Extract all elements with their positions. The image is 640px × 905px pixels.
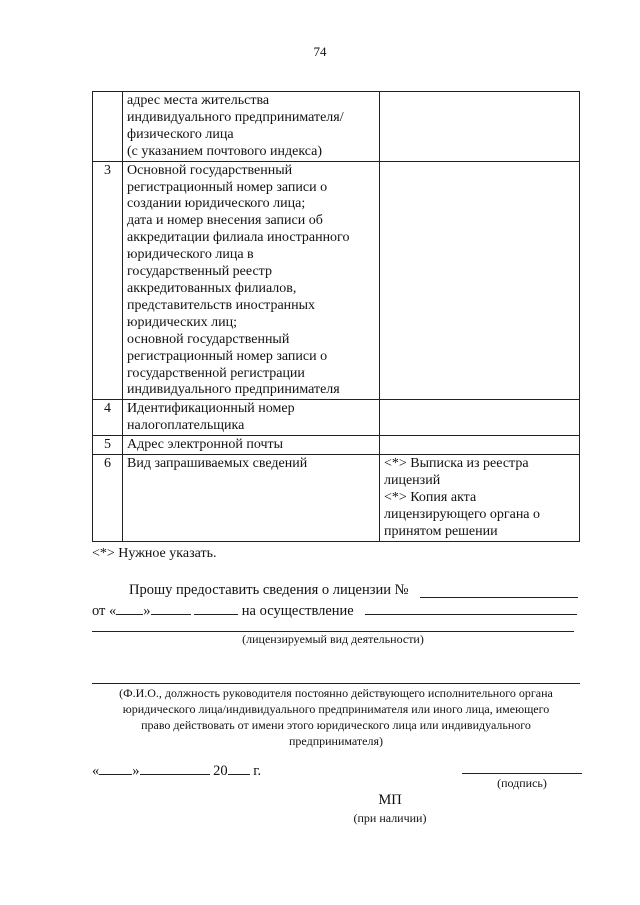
license-request-text: Прошу предоставить сведения о лицензии № [129,582,409,598]
row-value-option[interactable]: лицензий [384,472,441,488]
row-label-line: Адрес электронной почты [127,437,284,453]
sig-day-field[interactable] [99,760,132,775]
row-label-line: дата и номер внесения записи об [127,213,323,229]
row-value-option[interactable]: лицензирующего органа о [384,506,541,522]
row-label [123,400,380,436]
row-label [123,92,380,162]
row-label-line: государственной регистрации [127,365,305,381]
row-value-option[interactable]: <*> Выписка из реестра [384,456,529,472]
fio-caption-line-3: право действовать от имени этого юридического лица или индивидуального [141,718,531,732]
sig-year-suffix: г. [253,763,262,779]
signature-field[interactable] [462,773,582,774]
month-field[interactable] [151,600,191,615]
request-form-table [92,91,580,542]
row-value[interactable] [380,436,580,455]
row-number: 6 [93,455,123,542]
row-label-line: (с указанием почтового индекса) [127,143,323,159]
row-number: 4 [93,400,123,436]
license-number-field[interactable] [420,597,578,598]
row-label-line: индивидуального предпринимателя/ [127,109,344,125]
footnote: <*> Нужное указать. [92,546,217,561]
sig-year-field[interactable] [228,760,250,775]
fio-caption-line-4: предпринимателя) [289,734,383,748]
row-value[interactable] [380,92,580,162]
table-row [93,455,580,542]
row-label-line: основной государственный [127,331,290,347]
row-number: 3 [93,161,123,400]
fio-field[interactable] [92,683,580,684]
row-label-line: регистрационный номер записи о [127,348,328,364]
date-from-text: от « [92,603,117,619]
row-label-line: регистрационный номер записи о [127,179,328,195]
row-label [123,455,380,542]
sig-close-quote: » [132,763,140,779]
row-value[interactable] [380,400,580,436]
sig-month-field[interactable] [140,760,210,775]
row-value[interactable] [380,161,580,400]
row-label-line: налогоплательщика [127,418,245,434]
signature-date [92,760,261,780]
day-field[interactable] [116,600,143,615]
row-label-line: аккредитации филиала иностранного [127,230,350,246]
row-number [93,92,123,162]
activity-field[interactable] [365,614,577,615]
stamp-caption: (при наличии) [353,811,427,825]
row-label-line: государственный реестр [127,264,272,280]
row-label-line: создании юридического лица; [127,196,306,212]
row-label-line: представительств иностранных [127,297,316,313]
date-from-label [92,600,354,620]
activity-caption: (лицензируемый вид деятельности) [242,632,424,646]
table-row [93,436,580,455]
sig-open-quote: « [92,763,100,779]
table-row [93,161,580,400]
row-label-line: Основной государственный [127,162,293,178]
activity-label: на осуществление [241,603,354,619]
date-quote-close: » [143,603,151,619]
row-value-option[interactable]: принятом решении [384,523,498,539]
row-label [123,161,380,400]
stamp-label: МП [378,792,402,808]
row-value[interactable] [380,455,580,542]
page-number: 74 [313,44,327,59]
row-value-option[interactable]: <*> Копия акта [384,489,477,505]
row-label-line: физического лица [127,126,234,142]
row-label-line: Вид запрашиваемых сведений [127,456,308,472]
row-label-line: юридического лица в [127,247,254,263]
fio-caption-line-1: (Ф.И.О., должность руководителя постоянно действующего исполнительного органа [119,686,553,700]
year-field[interactable] [194,600,238,615]
row-label-line: адрес места жительства [127,93,270,108]
row-number: 5 [93,436,123,455]
fio-caption-line-2: юридического лица/индивидуального предпринимателя или иного лица, имеющего [122,702,550,716]
row-label [123,436,380,455]
table-row [93,400,580,436]
table-row [93,92,580,162]
sig-year-prefix: 20 [213,763,228,779]
row-label-line: аккредитованных филиалов, [127,280,297,296]
row-label-line: юридических лиц; [127,314,238,330]
row-label-line: индивидуального предпринимателя [127,382,340,398]
signature-caption: (подпись) [497,776,547,790]
row-label-line: Идентификационный номер [127,401,295,417]
